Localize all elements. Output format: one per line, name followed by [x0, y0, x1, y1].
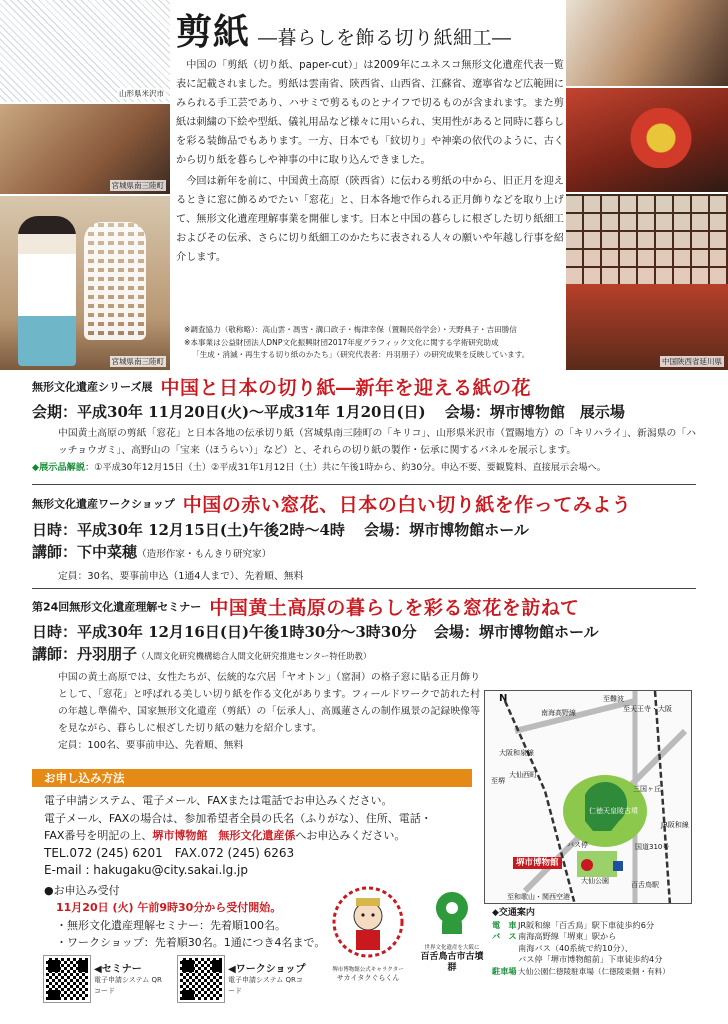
divider: [32, 484, 696, 485]
access-map[interactable]: [484, 690, 692, 904]
note-2: ※本事業は公益財団法人DNP文化振興財団2017年度グラフィック文化に関する学術研究助成: [184, 337, 499, 347]
exhibition-talk-row: [32, 460, 696, 476]
accept-seminar: ・無形文化遺産理解セミナー：先着順100名。: [56, 918, 286, 932]
map-label-jr: JR阪和線: [661, 821, 689, 829]
map-label-mozu-station: 百舌鳥駅: [631, 881, 659, 889]
workshop-qr-code[interactable]: [178, 956, 224, 1002]
map-label-route310: 国道310号: [635, 843, 670, 851]
date-value: 平成30年 12月16日(日)午後1時30分～3時30分: [77, 622, 417, 641]
seminar-series: 第24回無形文化遺産理解セミナー: [32, 600, 202, 614]
priest-figure: [18, 216, 76, 366]
workshop-qr-title: ◀ワークショップ: [228, 964, 306, 975]
venue-label: 会場：: [433, 622, 479, 641]
heritage-tagline: 世界文化遺産を大阪に: [424, 945, 480, 951]
seminar-qr-title: ◀セミナー: [94, 964, 142, 975]
page-title-row: [176, 10, 564, 54]
date-label: 日時：: [32, 622, 78, 641]
seminar-lecturer-row: [32, 643, 696, 667]
bus-key: バ ス: [492, 931, 517, 941]
venue-label: 会場：: [364, 520, 410, 539]
photo-red-papercut: [566, 88, 728, 192]
apply-email[interactable]: E-mail : hakugaku@city.sakai.lg.jp: [44, 863, 248, 877]
mascot: [326, 882, 410, 984]
photo-window-flowers: [566, 194, 728, 370]
talk-label: ◆展示品解説: [32, 461, 86, 473]
photo-caption: 山形県米沢市: [119, 89, 164, 98]
map-label-namba: 至難波: [603, 695, 624, 703]
workshop-section: [32, 490, 696, 585]
period-value: 平成30年 11月20日(火)～平成31年 1月20日(日): [77, 402, 426, 421]
apply-line-3: [44, 827, 484, 845]
page-subtitle: ―暮らしを飾る切り紙細工―: [258, 27, 512, 49]
heritage-logo: [420, 888, 484, 984]
red-papercut: [626, 108, 696, 168]
lecturer-note: （人間文化研究機構総合人間文化研究推進センター特任助教）: [137, 650, 372, 661]
lattice-window: [566, 194, 728, 284]
transit-header: ◆交通案内: [492, 908, 535, 918]
bus-detail-3: バス停「堺市博物館前」下車徒歩約4分: [518, 954, 663, 964]
lecturer-name: 下中菜穂: [77, 542, 138, 561]
photo-family-cutting: [566, 0, 728, 86]
exhibition-series: 無形文化遺産シリーズ展: [32, 380, 153, 394]
map-label-nankai: 南海高野線: [541, 709, 576, 717]
intro-paragraph-1: 中国の「剪紙（切り紙、paper-cut）」は2009年にユネスコ無形文化遺産代表一覧表に記載されました。剪紙は雲南省、陝西省、山西省、江蘇省、遼寧省など広範囲にみられる手工芸であり、ハサミで剪るものとナイフで切るものが含まれます。また剪紙は刺繍の下絵や型紙、儀礼用品など様々に用いられ、実用性があると同時に暮らしを彩る装飾品でもあります。一方、日本でも「紋切り」や神楽の依代のように、古くから切り紙を暮らしや神事の中に取り込んできました。: [176, 60, 564, 166]
apply-header: お申し込み方法: [32, 769, 472, 787]
seminar-qr-label: [94, 964, 164, 997]
photo-kirihari: [0, 0, 170, 102]
bus-detail-2: 南海バス（40系統で約10分）、: [518, 942, 633, 953]
map-label-tennoji: 至天王寺・大阪: [623, 705, 672, 713]
map-label-tomb: 仁徳天皇陵古墳: [589, 807, 638, 815]
map-label-daisen-nishimachi: 大仙西町: [509, 771, 537, 779]
accept-workshop: ・ワークショップ：先着順30名。1通につき4名まで。: [56, 936, 326, 949]
heritage-name: 百舌鳥古市古墳群: [420, 952, 484, 973]
photo-kiriko-cutting: [0, 104, 170, 194]
date-label: 日時：: [32, 520, 78, 539]
date-value: 平成30年 12月15日(土)午後2時～4時: [77, 520, 345, 539]
workshop-qr-sub: 電子申請システム QRコード: [228, 976, 303, 995]
map-label-daisen-park: 大仙公園: [581, 877, 609, 885]
mascot-name: サカイタクぐらくん: [336, 974, 400, 982]
note-3: 「生成・消滅・再生する切り紙のかたち」（研究代表者：丹羽朋子）の研究成果を反映しています。: [192, 350, 530, 359]
train-detail: JR阪和線「百舌鳥」駅下車徒歩約6分: [518, 919, 655, 930]
exhibition-heading: [32, 374, 696, 401]
map-graphic: [485, 691, 692, 904]
mascot-caption: 堺市博物館公式キャラクター: [332, 967, 404, 973]
exhibition-title: 中国と日本の切り紙―新年を迎える紙の花: [160, 376, 531, 399]
exhibition-period-row: [32, 401, 696, 423]
seminar-title: 中国黄土高原の暮らしを彩る窓花を訪ねて: [209, 596, 580, 619]
kofun-logo-icon: [420, 888, 484, 940]
talk-detail: ：①平成30年12月15日（土）②平成31年1月12日（土）共に午後1時から、約30分。申込不要、要観覧料、直接展示会場へ。: [85, 461, 606, 473]
map-label-sakai: 至堺: [491, 777, 505, 785]
workshop-lecturer-row: [32, 541, 696, 566]
bus-detail-1: 南海高野線「堺東」駅から: [518, 931, 617, 941]
apply-line-2: 電子メール、FAXの場合は、参加希望者全員の氏名（ふりがな）、住所、電話・: [44, 811, 432, 825]
workshop-series: 無形文化遺産ワークショップ: [32, 497, 175, 511]
lecturer-label: 講師：: [32, 542, 78, 561]
transit-parking: [492, 966, 702, 978]
workshop-capacity: 定員：30名、要事前申込（1通4人まで）、先着順、無料: [58, 570, 304, 582]
venue-value: 堺市博物館ホール: [409, 520, 529, 539]
workshop-heading: [32, 490, 696, 519]
seminar-heading: [32, 594, 696, 621]
apply-phone-fax: TEL.072 (245) 6201 FAX.072 (245) 6263: [44, 845, 295, 860]
photo-caption: 宮城県南三陸町: [111, 357, 164, 366]
parking-detail: 大仙公園仁徳陵駐車場（仁徳陵東側・有料）: [518, 966, 670, 976]
lecturer-name: 丹羽朋子: [77, 644, 138, 663]
lecturer-label: 講師：: [32, 644, 78, 663]
photo-caption: 中国陕西省延川県: [662, 357, 722, 366]
transit-train: [492, 920, 702, 932]
seminar-date-row: [32, 621, 696, 643]
photo-caption: 宮城県南三陸町: [111, 181, 164, 190]
lecturer-note: （造形作家・もんきり研究家）: [137, 548, 272, 560]
workshop-date-row: [32, 519, 696, 541]
divider: [32, 588, 696, 589]
seminar-description: 中国の黄土高原では、女性たちが、伝統的な穴居「ヤオトン」（窰洞）の格子窓に貼る正月飾りとして、「窓花」と呼ばれる美しい切り紙を作る文化があります。フィールドワークで訪れた村の年越し準備や、国家無形文化遺産（剪紙）の「伝承人」、高鳳蓮さんの制作風景の記録映像等を見ながら、暮らしに根ざした切り紙の魅力を紹介します。: [58, 671, 480, 734]
workshop-title: 中国の赤い窓花、日本の白い切り紙を作ってみよう: [182, 493, 632, 516]
map-label-museum: 堺市博物館: [513, 857, 562, 869]
venue-value: 堺市博物館 展示場: [489, 402, 625, 421]
apply-line-1: 電子申請システム、電子メール、FAXまたは電話でお申込みください。: [44, 794, 393, 807]
map-label-mikunigaoka: 三国ヶ丘: [633, 785, 661, 793]
intro-paragraph-2: 今回は新年を前に、中国黄土高原（陝西省）に伝わる剪紙の中から、旧正月を迎えるときに窓に飾るめでたい「窓花」と、日本各地で作られる正月飾りなどを取り上げて、無形文化遺産理解事業を開催します。日本と中国の暮らしに根ざした切り紙細工およびその伝承、さらに切り紙細工のかたちに表される人々の願いや年越し行事を紹介します。: [176, 176, 564, 263]
north-marker: N: [499, 693, 508, 704]
apply-line-3a: FAX番号を明記の上、: [44, 829, 153, 842]
photo-priest: [0, 196, 170, 370]
apply-block: [44, 792, 484, 952]
transit-info: [492, 908, 702, 977]
parking-key: 駐車場: [492, 965, 517, 976]
train-key: 電 車: [492, 919, 517, 930]
exhibition-section: [32, 374, 696, 476]
accept-label: ●お申込み受付: [44, 883, 120, 897]
transit-bus: [492, 931, 702, 943]
intro-block: [176, 10, 564, 267]
workshop-qr-label: [228, 964, 306, 997]
seminar-capacity: 定員：100名、要事前申込、先着順、無料: [58, 739, 244, 751]
kiriko-hanging: [84, 222, 146, 340]
contact-office: 堺市博物館 無形文化遺産係: [152, 829, 296, 842]
map-label-route: 大阪和泉線: [499, 749, 534, 757]
map-label-bus: バス停: [567, 841, 588, 849]
seminar-qr-code[interactable]: [44, 956, 90, 1002]
page-title: 剪紙: [176, 11, 251, 53]
apply-line-3c: へお申込みください。: [295, 829, 406, 842]
period-label: 会期：: [32, 402, 78, 421]
notes-block: [184, 324, 560, 362]
mascot-illustration: [326, 882, 410, 962]
exhibition-description: 中国黄土高原の剪紙「窓花」と日本各地の伝承切り紙（宮城県南三陸町の「キリコ」、山形県米沢市（置賜地方）の「キリハライ」、新潟県の「ハッチョウガミ」、高野山の「宝来（ほうらい）」など）と、それらの切り紙の製作・伝承に関するパネルを展示します。: [58, 427, 696, 456]
venue-value: 堺市博物館ホール: [478, 622, 599, 641]
seminar-qr-sub: 電子申請システム QRコード: [94, 976, 162, 995]
note-1: ※調査協力（敬称略）：高山雲・馮雪・溝口政子・梅津幸保（置賜民俗学会）・天野典子・吉田勝信: [184, 325, 517, 334]
venue-label: 会場：: [444, 402, 490, 421]
accept-start: 11月20日 (火) 午前9時30分から受付開始。: [56, 901, 282, 914]
map-label-wakayama: 至和歌山・関西空港: [507, 893, 570, 901]
